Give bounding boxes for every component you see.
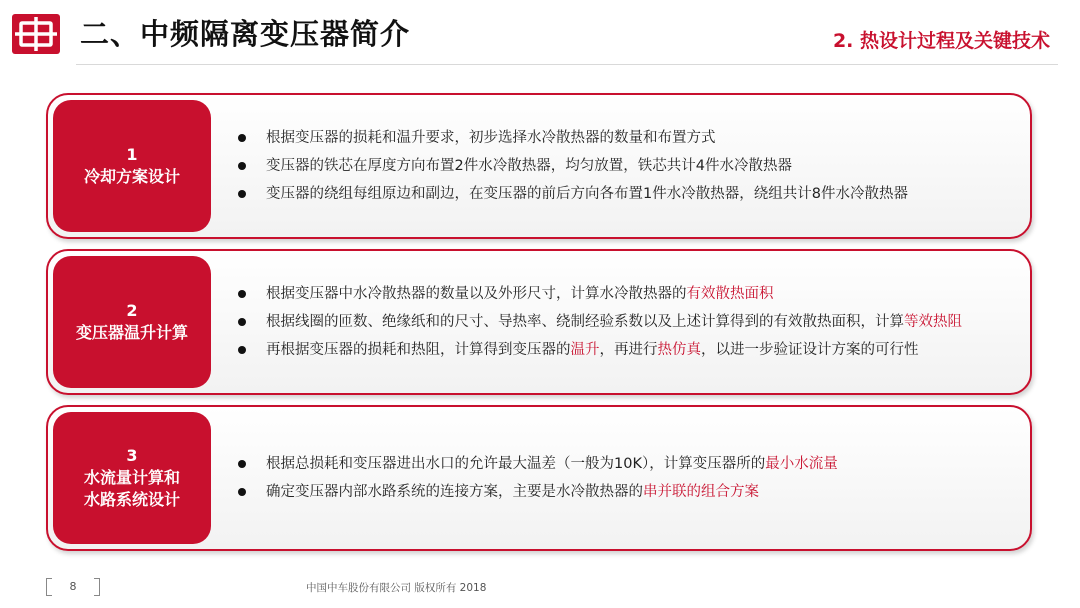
card-label xyxy=(53,412,211,544)
list-item-text: 确定变压器内部水路系统的连接方案，主要是水冷散热器的 xyxy=(266,484,643,500)
list-item-text: 根据总损耗和变压器进出水口的允许最大温差（一般为10K），计算变压器所的 xyxy=(266,456,766,472)
bullet-icon xyxy=(238,290,246,298)
bullet-icon xyxy=(238,318,246,326)
section-heading: 2. 热设计过程及关键技术 xyxy=(832,30,1050,52)
card-temperature-rise xyxy=(46,249,1032,395)
card-number: 1 xyxy=(126,145,138,164)
card-title-line: 水路系统设计 xyxy=(83,490,180,509)
list-item-text: 变压器的绕组每组原边和副边，在变压器的前后方向各布置1件水冷散热器，绕组共计8件水冷散热器 xyxy=(266,186,908,202)
crrc-logo xyxy=(12,14,60,54)
title-divider xyxy=(76,64,1058,65)
card-title: 冷却方案设计 xyxy=(83,167,180,186)
list-item xyxy=(236,478,1020,506)
list-item xyxy=(236,280,1020,308)
page-title: 二、中频隔离变压器简介 xyxy=(80,17,411,51)
card-cooling-scheme xyxy=(46,93,1032,239)
list-item-text: 根据线圈的匝数、绝缘纸和的尺寸、导热率、绕制经验系数以及上述计算得到的有效散热面积，计算 xyxy=(266,314,904,330)
highlight-text: 等效热阻 xyxy=(904,314,962,330)
bullet-list xyxy=(236,280,1020,364)
card-water-flow xyxy=(46,405,1032,551)
page-number: 8 xyxy=(46,578,100,596)
list-item-text: ，以进一步验证设计方案的可行性 xyxy=(701,342,919,358)
list-item xyxy=(236,152,1020,180)
bullet-icon xyxy=(238,134,246,142)
highlight-text: 串并联的组合方案 xyxy=(643,484,759,500)
highlight-text: 最小水流量 xyxy=(765,456,838,472)
card-title-line: 水流量计算和 xyxy=(83,468,180,487)
card-title: 变压器温升计算 xyxy=(75,323,188,342)
bullet-list xyxy=(236,124,1020,208)
card-number: 3 xyxy=(126,446,138,465)
list-item-text: 根据变压器的损耗和温升要求，初步选择水冷散热器的数量和布置方式 xyxy=(266,130,716,146)
card-number: 2 xyxy=(126,301,138,320)
card-label xyxy=(53,100,211,232)
list-item xyxy=(236,450,1020,478)
list-item xyxy=(236,124,1020,152)
highlight-text: 热仿真 xyxy=(657,342,701,358)
list-item-text: 再根据变压器的损耗和热阻，计算得到变压器的 xyxy=(266,342,571,358)
bullet-icon xyxy=(238,460,246,468)
list-item xyxy=(236,336,1020,364)
copyright-notice: 中国中车股份有限公司 版权所有 2018 xyxy=(306,582,487,594)
bullet-icon xyxy=(238,488,246,496)
card-label xyxy=(53,256,211,388)
list-item xyxy=(236,180,1020,208)
list-item xyxy=(236,308,1020,336)
bullet-icon xyxy=(238,346,246,354)
highlight-text: 有效散热面积 xyxy=(686,286,774,302)
list-item-text: 根据变压器中水冷散热器的数量以及外形尺寸，计算水冷散热器的 xyxy=(266,286,687,302)
bullet-icon xyxy=(238,190,246,198)
bullet-icon xyxy=(238,162,246,170)
bullet-list xyxy=(236,450,1020,506)
highlight-text: 温升 xyxy=(570,342,600,358)
list-item-text: ，再进行 xyxy=(599,342,658,358)
list-item-text: 变压器的铁芯在厚度方向布置2件水冷散热器，均匀放置，铁芯共计4件水冷散热器 xyxy=(266,158,792,174)
